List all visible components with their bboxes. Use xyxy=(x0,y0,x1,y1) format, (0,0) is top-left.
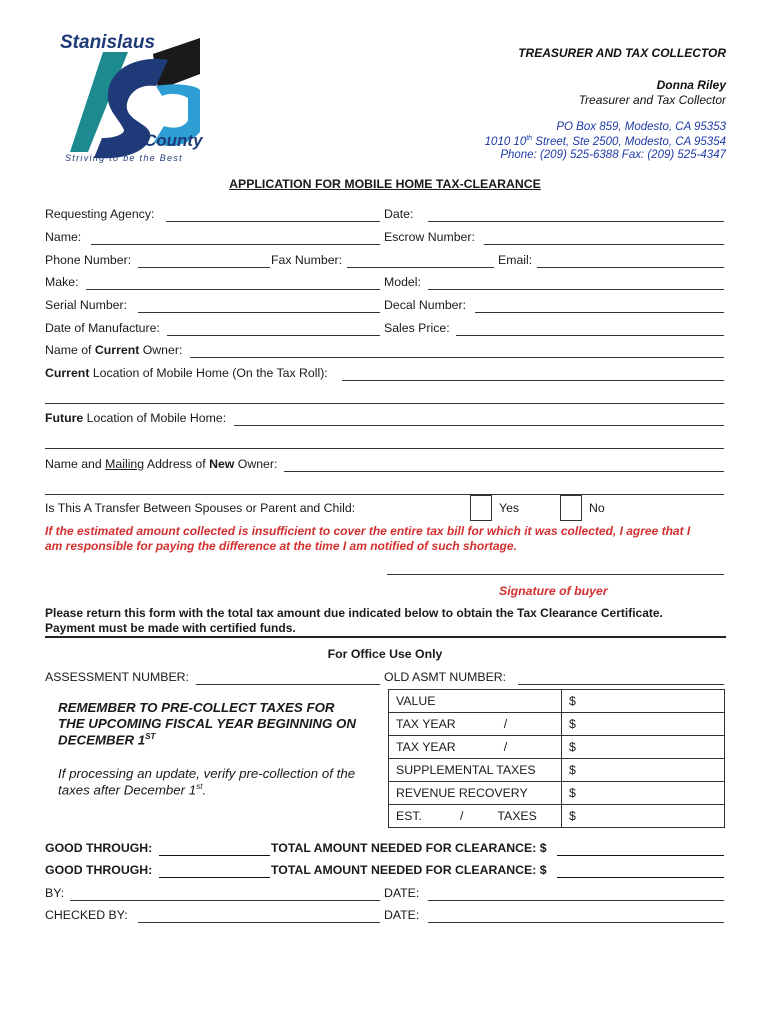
no-label: No xyxy=(589,501,605,515)
street-address: 1010 10th Street, Ste 2500, Modesto, CA 95354 xyxy=(484,135,726,148)
checked-by-label: CHECKED BY: xyxy=(45,908,128,922)
assessment-number-field[interactable] xyxy=(196,684,380,685)
signature-line[interactable] xyxy=(387,574,724,575)
stanislaus-county-logo xyxy=(58,34,208,166)
update-note-line-2: taxes after December 1st. xyxy=(58,782,207,798)
yes-label: Yes xyxy=(499,501,520,515)
total-amount-label-2: TOTAL AMOUNT NEEDED FOR CLEARANCE: $ xyxy=(271,863,547,877)
phone-number-label: Phone Number: xyxy=(45,253,132,267)
current-location-field-2[interactable] xyxy=(45,403,724,404)
table-cell-label: TAX YEAR / xyxy=(389,736,562,759)
table-cell-amount[interactable]: $ xyxy=(562,713,725,736)
name-field[interactable] xyxy=(91,244,380,245)
treasurer-name: Donna Riley xyxy=(656,78,726,92)
transfer-question: Is This A Transfer Between Spouses or Parent and Child: xyxy=(45,501,356,515)
by-label: BY: xyxy=(45,886,65,900)
model-label: Model: xyxy=(384,275,421,289)
section-divider xyxy=(45,636,726,638)
table-cell-amount[interactable]: $ xyxy=(562,736,725,759)
logo-tagline: Striving to be the Best xyxy=(65,153,183,163)
logo-subtitle: County xyxy=(144,131,203,150)
email-label: Email: xyxy=(498,253,533,267)
table-cell-label: SUPPLEMENTAL TAXES xyxy=(389,759,562,782)
escrow-number-label: Escrow Number: xyxy=(384,230,475,244)
decal-number-field[interactable] xyxy=(475,312,724,313)
office-use-heading: For Office Use Only xyxy=(327,647,443,661)
instructions-line-1: Please return this form with the total tax amount due indicated below to obtain the Tax Clearance Certificate. xyxy=(45,606,663,620)
total-amount-label: TOTAL AMOUNT NEEDED FOR CLEARANCE: $ xyxy=(271,841,547,855)
current-owner-field[interactable] xyxy=(190,357,724,358)
update-note-line-1: If processing an update, verify pre-collection of the xyxy=(58,766,356,781)
office-title: TREASURER AND TAX COLLECTOR xyxy=(518,46,726,60)
current-owner-label: Name of Current Owner: xyxy=(45,343,183,357)
by-date-label: DATE: xyxy=(384,886,420,900)
phone-fax: Phone: (209) 525-6388 Fax: (209) 525-4347 xyxy=(500,149,726,161)
date-label: Date: xyxy=(384,207,414,221)
good-through-label: GOOD THROUGH: xyxy=(45,841,153,855)
checked-by-field[interactable] xyxy=(138,922,380,923)
future-location-field[interactable] xyxy=(234,425,724,426)
good-through-field[interactable] xyxy=(159,855,270,856)
old-asmt-number-label: OLD ASMT NUMBER: xyxy=(384,670,507,684)
serial-number-label: Serial Number: xyxy=(45,298,128,312)
reminder-line-2: THE UPCOMING FISCAL YEAR BEGINNING ON xyxy=(58,716,356,731)
reminder-line-3: DECEMBER 1ST xyxy=(58,732,156,748)
disclaimer-line-1: If the estimated amount collected is insufficient to cover the entire tax bill for which it was collected, I agree that I xyxy=(45,524,691,538)
table-cell-label: TAX YEAR / xyxy=(389,713,562,736)
current-location-field[interactable] xyxy=(342,380,724,381)
fax-number-label: Fax Number: xyxy=(271,253,343,267)
signature-label: Signature of buyer xyxy=(499,584,608,598)
current-location-label: Current Location of Mobile Home (On the Tax Roll): xyxy=(45,366,328,380)
table-row xyxy=(389,782,725,805)
make-label: Make: xyxy=(45,275,79,289)
assessment-number-label: ASSESSMENT NUMBER: xyxy=(45,670,189,684)
tax-value-table xyxy=(388,689,725,828)
old-asmt-number-field[interactable] xyxy=(518,684,724,685)
total-amount-field-2[interactable] xyxy=(557,877,724,878)
new-owner-label: Name and Mailing Address of New Owner: xyxy=(45,457,278,471)
table-row xyxy=(389,736,725,759)
table-row xyxy=(389,759,725,782)
requesting-agency-label: Requesting Agency: xyxy=(45,207,155,221)
model-field[interactable] xyxy=(428,289,724,290)
instructions-line-2: Payment must be made with certified funds. xyxy=(45,621,296,635)
no-checkbox[interactable] xyxy=(560,495,582,521)
table-cell-label: REVENUE RECOVERY xyxy=(389,782,562,805)
new-owner-field[interactable] xyxy=(284,471,724,472)
table-cell-label: EST. / TAXES xyxy=(389,805,562,828)
sales-price-field[interactable] xyxy=(456,335,724,336)
requesting-agency-field[interactable] xyxy=(166,221,380,222)
phone-number-field[interactable] xyxy=(138,267,270,268)
table-cell-amount[interactable]: $ xyxy=(562,782,725,805)
po-box-address: PO Box 859, Modesto, CA 95353 xyxy=(556,121,726,133)
table-row xyxy=(389,690,725,713)
serial-number-field[interactable] xyxy=(138,312,380,313)
checked-date-label: DATE: xyxy=(384,908,420,922)
decal-number-label: Decal Number: xyxy=(384,298,467,312)
future-location-label: Future Location of Mobile Home: xyxy=(45,411,227,425)
sales-price-label: Sales Price: xyxy=(384,321,450,335)
yes-checkbox[interactable] xyxy=(470,495,492,521)
table-cell-amount[interactable]: $ xyxy=(562,690,725,713)
by-date-field[interactable] xyxy=(428,900,724,901)
table-row xyxy=(389,713,725,736)
by-field[interactable] xyxy=(70,900,380,901)
date-field[interactable] xyxy=(428,221,724,222)
name-label: Name: xyxy=(45,230,82,244)
escrow-number-field[interactable] xyxy=(484,244,724,245)
disclaimer-line-2: am responsible for paying the difference at the time I am notified of such shortage. xyxy=(45,539,517,553)
logo-title: Stanislaus xyxy=(60,32,156,53)
table-cell-amount[interactable]: $ xyxy=(562,805,725,828)
reminder-line-1: REMEMBER TO PRE-COLLECT TAXES FOR xyxy=(58,700,335,715)
table-row xyxy=(389,805,725,828)
future-location-field-2[interactable] xyxy=(45,448,724,449)
date-of-manufacture-field[interactable] xyxy=(167,335,380,336)
make-field[interactable] xyxy=(86,289,380,290)
table-cell-label: VALUE xyxy=(389,690,562,713)
table-cell-amount[interactable]: $ xyxy=(562,759,725,782)
treasurer-role: Treasurer and Tax Collector xyxy=(578,93,726,107)
date-of-manufacture-label: Date of Manufacture: xyxy=(45,321,160,335)
total-amount-field[interactable] xyxy=(557,855,724,856)
good-through-label-2: GOOD THROUGH: xyxy=(45,863,153,877)
email-field[interactable] xyxy=(537,267,724,268)
new-owner-field-2[interactable] xyxy=(45,494,724,495)
fax-number-field[interactable] xyxy=(347,267,494,268)
form-title: APPLICATION FOR MOBILE HOME TAX-CLEARANCE xyxy=(229,177,541,191)
checked-date-field[interactable] xyxy=(428,922,724,923)
good-through-field-2[interactable] xyxy=(159,877,270,878)
